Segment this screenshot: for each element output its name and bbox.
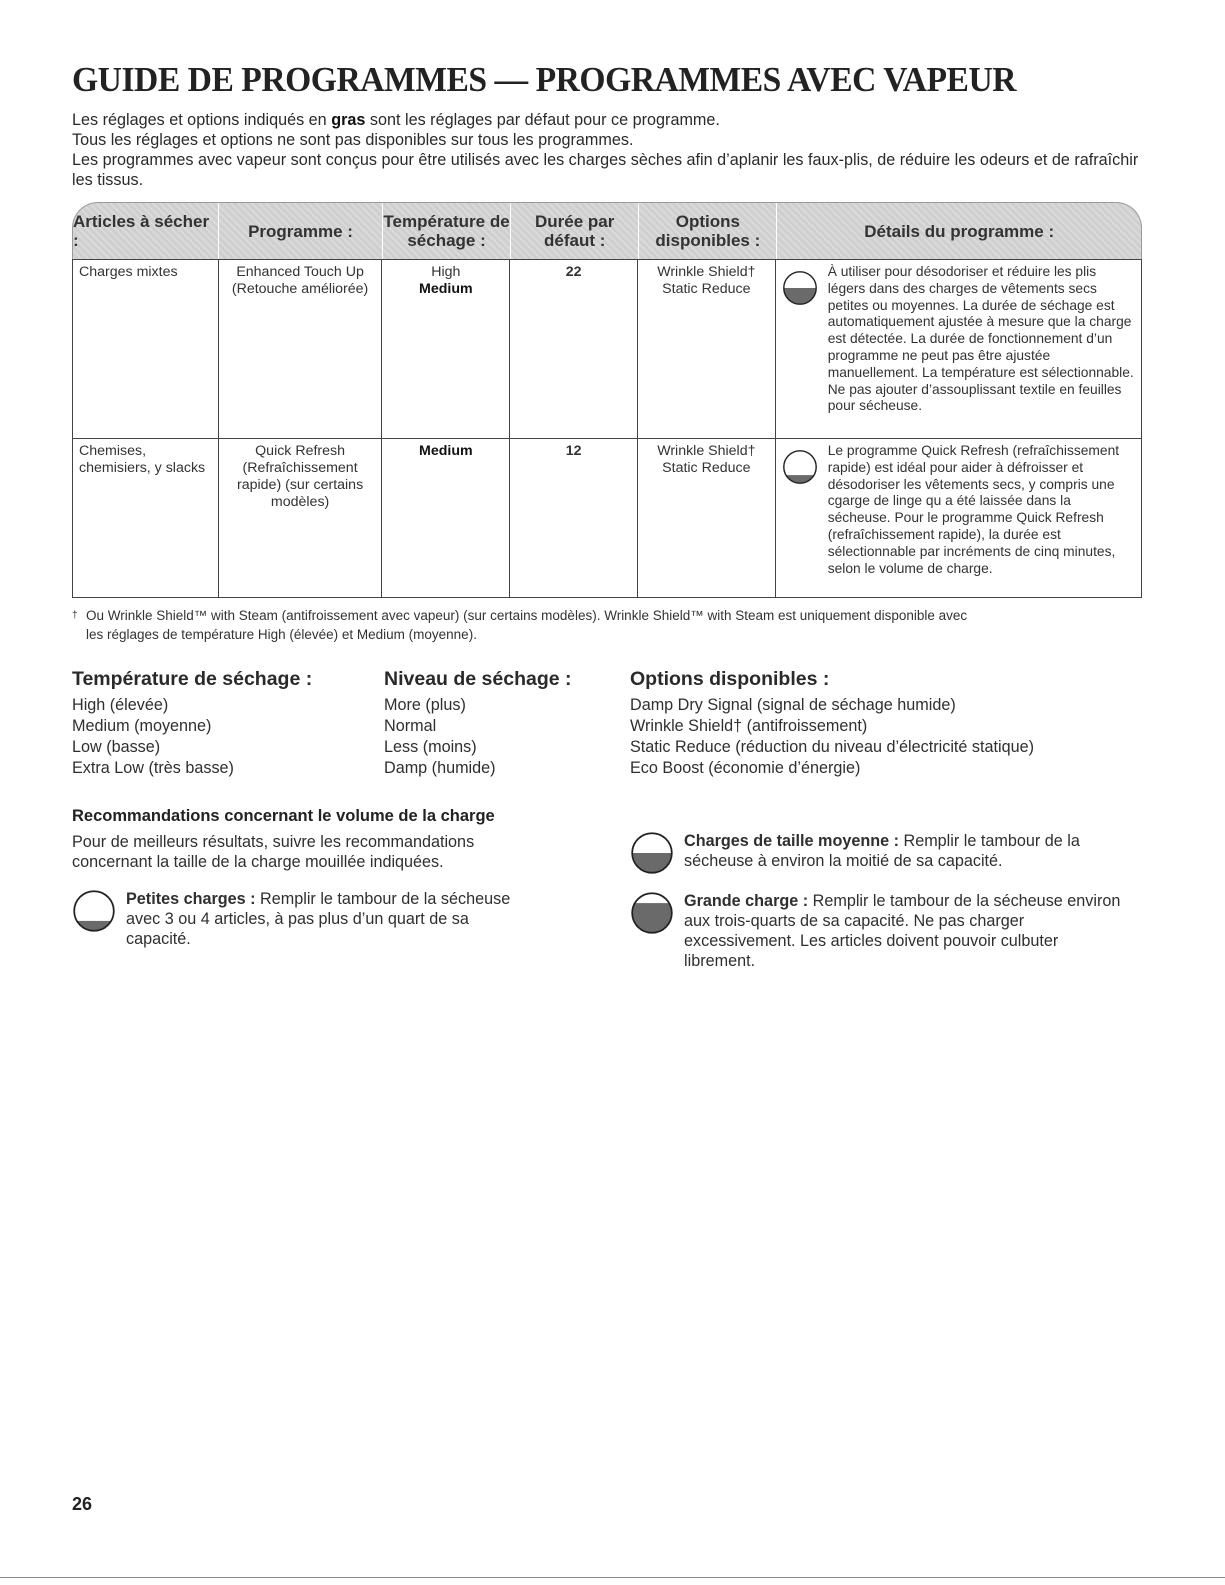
temperature-heading: Température de séchage :	[72, 668, 313, 690]
drum-half-icon	[630, 831, 674, 875]
cell-temperature: Medium	[382, 439, 510, 597]
list-item: More (plus)	[384, 696, 466, 714]
header-programme: Programme :	[219, 203, 383, 259]
options-list	[630, 668, 1130, 779]
header-duree: Durée par défaut :	[511, 203, 639, 259]
table-header	[72, 202, 1142, 259]
drum-three-quarter-icon	[630, 891, 674, 935]
header-articles: Articles à sécher :	[73, 203, 219, 259]
small-load-label: Petites charges :	[126, 890, 256, 908]
cell-duree: 22	[510, 260, 638, 438]
medium-load-label: Charges de taille moyenne :	[684, 832, 899, 850]
cell-options: Wrinkle Shield† Static Reduce	[638, 260, 776, 438]
dagger-mark: †	[72, 610, 78, 621]
header-options: Options disponibles :	[639, 203, 777, 259]
page-content	[72, 60, 1152, 970]
list-item: Static Reduce (réduction du niveau d’électricité statique)	[630, 738, 1035, 756]
cell-articles: Charges mixtes	[73, 260, 219, 438]
intro-line-2: Tous les réglages et options ne sont pas disponibles sur tous les programmes.	[72, 131, 634, 149]
niveau-list	[384, 668, 614, 779]
list-item: Damp (humide)	[384, 759, 496, 777]
cell-options: Wrinkle Shield† Static Reduce	[638, 439, 776, 597]
intro-line-1: Les réglages et options indiqués en gras sont les réglages par défaut pour ce programme.	[72, 111, 720, 129]
medium-load: Charges de taille moyenne : Remplir le tambour de la sécheuse à environ la moitié de sa capacité.	[630, 831, 1130, 875]
drum-quarter-icon	[782, 449, 818, 485]
list-item: Wrinkle Shield† (antifroissement)	[630, 717, 868, 735]
large-load-label: Grande charge :	[684, 892, 809, 910]
bottom-rule	[0, 1577, 1225, 1578]
cell-programme: Enhanced Touch Up (Retouche améliorée)	[219, 260, 383, 438]
table-row	[72, 259, 1142, 439]
list-item: Extra Low (très basse)	[72, 759, 234, 777]
header-details: Détails du programme :	[864, 221, 1055, 241]
footnote: † Ou Wrinkle Shield™ with Steam (antifroissement avec vapeur) (sur certains modèles). Wrinkle Shield™ with Steam est uniquement disponible avec les réglages de température High (élevée) et Medium (moyenne).	[72, 608, 968, 642]
list-item: Low (basse)	[72, 738, 161, 756]
intro-line-3: Les programmes avec vapeur sont conçus pour être utilisés avec les charges sèches afin d’aplanir les faux-plis, de réduire les odeurs et de rafraîchir les tissus.	[72, 151, 1139, 189]
cell-details: Le programme Quick Refresh (refraîchissement rapide) est idéal pour aider à défroisser et désodoriser les vêtements secs, y compris une cgarge de linge qu a été laissée dans la sécheuse. Pour le programme Quick Refresh (refraîchissement rapide), la durée est sélectionnable par incréments de cinq minutes, selon le volume de charge.	[776, 439, 1141, 597]
list-item: Eco Boost (économie d’énergie)	[630, 759, 861, 777]
drum-half-icon	[782, 270, 818, 306]
cell-details: À utiliser pour désodoriser et réduire les plis légers dans des charges de vêtements secs petites ou moyennes. La durée de séchage est automatiquement ajustée à mesure que la charge est détectée. La durée de fonctionnement d’un programme ne peut pas être ajustée manuellement. La température est sélectionnable. Ne pas ajouter d’assouplissant textile en feuilles pour sécheuse.	[776, 260, 1141, 438]
list-item: Damp Dry Signal (signal de séchage humide)	[630, 696, 956, 714]
page-title: GUIDE DE PROGRAMMES — PROGRAMMES AVEC VAPEUR	[72, 60, 1017, 99]
list-item: Medium (moyenne)	[72, 717, 212, 735]
list-item: High (élevée)	[72, 696, 169, 714]
list-item: Normal	[384, 717, 437, 735]
table-row	[72, 439, 1142, 598]
temperature-list	[72, 668, 372, 779]
small-load: Petites charges : Remplir le tambour de la sécheuse avec 3 ou 4 articles, à pas plus d’un quart de sa capacité.	[72, 889, 532, 949]
cell-articles: Chemises, chemisiers, y slacks	[73, 439, 219, 597]
options-heading: Options disponibles :	[630, 668, 830, 690]
cell-duree: 12	[510, 439, 638, 597]
drum-quarter-icon	[72, 889, 116, 933]
program-table	[72, 202, 1142, 598]
cell-temperature: High Medium	[382, 260, 510, 438]
intro-text	[72, 110, 1152, 190]
large-load: Grande charge : Remplir le tambour de la sécheuse environ aux trois-quarts de sa capacité. Ne pas charger excessivement. Les articles doivent pouvoir culbuter librement.	[630, 891, 1130, 971]
list-item: Less (moins)	[384, 738, 477, 756]
header-temperature: Température de séchage :	[383, 203, 511, 259]
cell-programme: Quick Refresh (Refraîchissement rapide) (sur certains modèles)	[219, 439, 383, 597]
recommendations-text: Pour de meilleurs résultats, suivre les recommandations concernant la taille de la charge mouillée indiquées.	[72, 833, 475, 871]
intro-bold-word: gras	[331, 111, 366, 129]
page-number: 26	[72, 1494, 93, 1514]
load-recommendations	[72, 807, 1152, 970]
recommendations-heading: Recommandations concernant le volume de la charge	[72, 807, 495, 825]
niveau-heading: Niveau de séchage :	[384, 668, 572, 690]
